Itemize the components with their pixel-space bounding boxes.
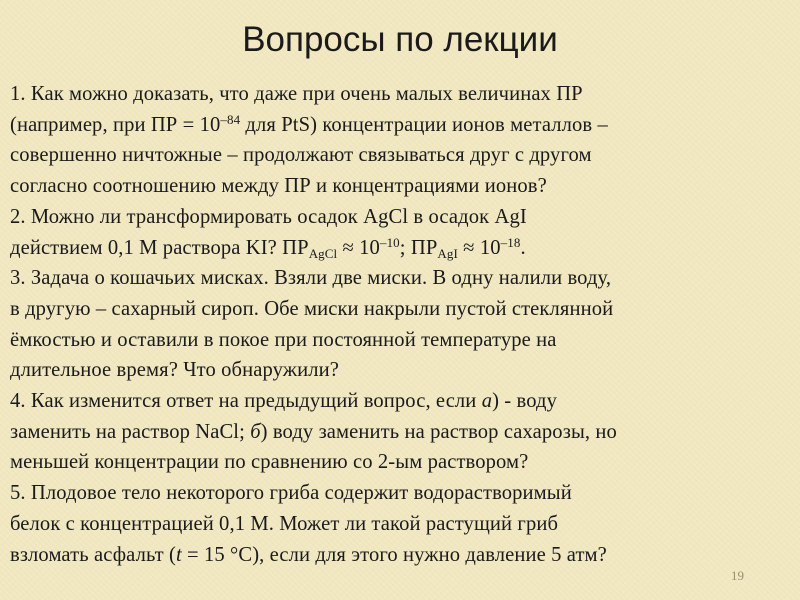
exponent: –18 xyxy=(500,234,521,250)
question-1-text: (например, при ПР = 10 xyxy=(10,113,221,136)
subscript-agcl: AgCl xyxy=(308,245,338,261)
question-3-line-1: 3. Задача о кошачьих мисках. Взяли две миски. В одну налили воду, xyxy=(10,267,612,290)
question-5-text: = 15 °С), если для этого нужно давление 5 атм? xyxy=(181,543,607,566)
exponent: –84 xyxy=(220,111,241,127)
question-1-line-4: согласно соотношению между ПР и концентрациями ионов? xyxy=(10,175,547,198)
question-4-line-3: меньшей концентрации по сравнению со 2-ым раствором? xyxy=(10,451,529,474)
question-4-text: заменить на раствор NaCl; xyxy=(10,420,251,443)
page-number: 19 xyxy=(731,568,744,583)
question-2-line-1: 2. Можно ли трансформировать осадок AgCl в осадок AgI xyxy=(10,205,527,228)
question-5-line-3 xyxy=(10,540,795,571)
question-1-line-2 xyxy=(10,110,795,141)
question-2-text: ; ПР xyxy=(399,236,438,259)
question-1-line-3: совершенно ничтожные – продолжают связываться друг с другом xyxy=(10,144,592,167)
question-1-line-1: 1. Как можно доказать, что даже при очень малых величинах ПР xyxy=(10,83,583,105)
question-4-text: ) - воду xyxy=(492,390,557,413)
question-4-line-1 xyxy=(10,386,795,417)
italic-letter: б xyxy=(250,420,261,443)
question-4-text: 4. Как изменится ответ на предыдущий вопрос, если xyxy=(10,390,482,413)
italic-letter: t xyxy=(175,543,182,566)
question-1-text: для PtS) концентрации ионов металлов – xyxy=(240,113,608,136)
question-2-line-2 xyxy=(10,233,795,264)
question-5-line-2: белок с концентрацией 0,1 М. Может ли такой растущий гриб xyxy=(10,512,559,535)
question-2-text: ≈ 10 xyxy=(337,236,380,259)
questions-body xyxy=(10,79,795,570)
italic-letter: а xyxy=(481,390,493,413)
question-4-line-2 xyxy=(10,417,795,448)
question-2-text: действием 0,1 М раствора KI? ПР xyxy=(10,236,309,259)
question-2-text: ≈ 10 xyxy=(457,236,501,259)
question-5-line-1: 5. Плодовое тело некоторого гриба содержит водорастворимый xyxy=(10,482,572,505)
slide-title: Вопросы по лекции xyxy=(242,20,558,59)
question-3-line-3: ёмкостью и оставили в покое при постоянной температуре на xyxy=(10,328,557,351)
question-2-text: . xyxy=(520,236,526,259)
question-3-line-2: в другую – сахарный сироп. Обе миски накрыли пустой стеклянной xyxy=(10,297,614,320)
subscript-agi: AgI xyxy=(437,245,458,261)
question-3-line-4: длительное время? Что обнаружили? xyxy=(10,359,339,382)
question-5-text: взломать асфальт ( xyxy=(10,543,176,566)
question-4-text: ) воду заменить на раствор сахарозы, но xyxy=(260,420,617,443)
exponent: –10 xyxy=(379,234,400,250)
